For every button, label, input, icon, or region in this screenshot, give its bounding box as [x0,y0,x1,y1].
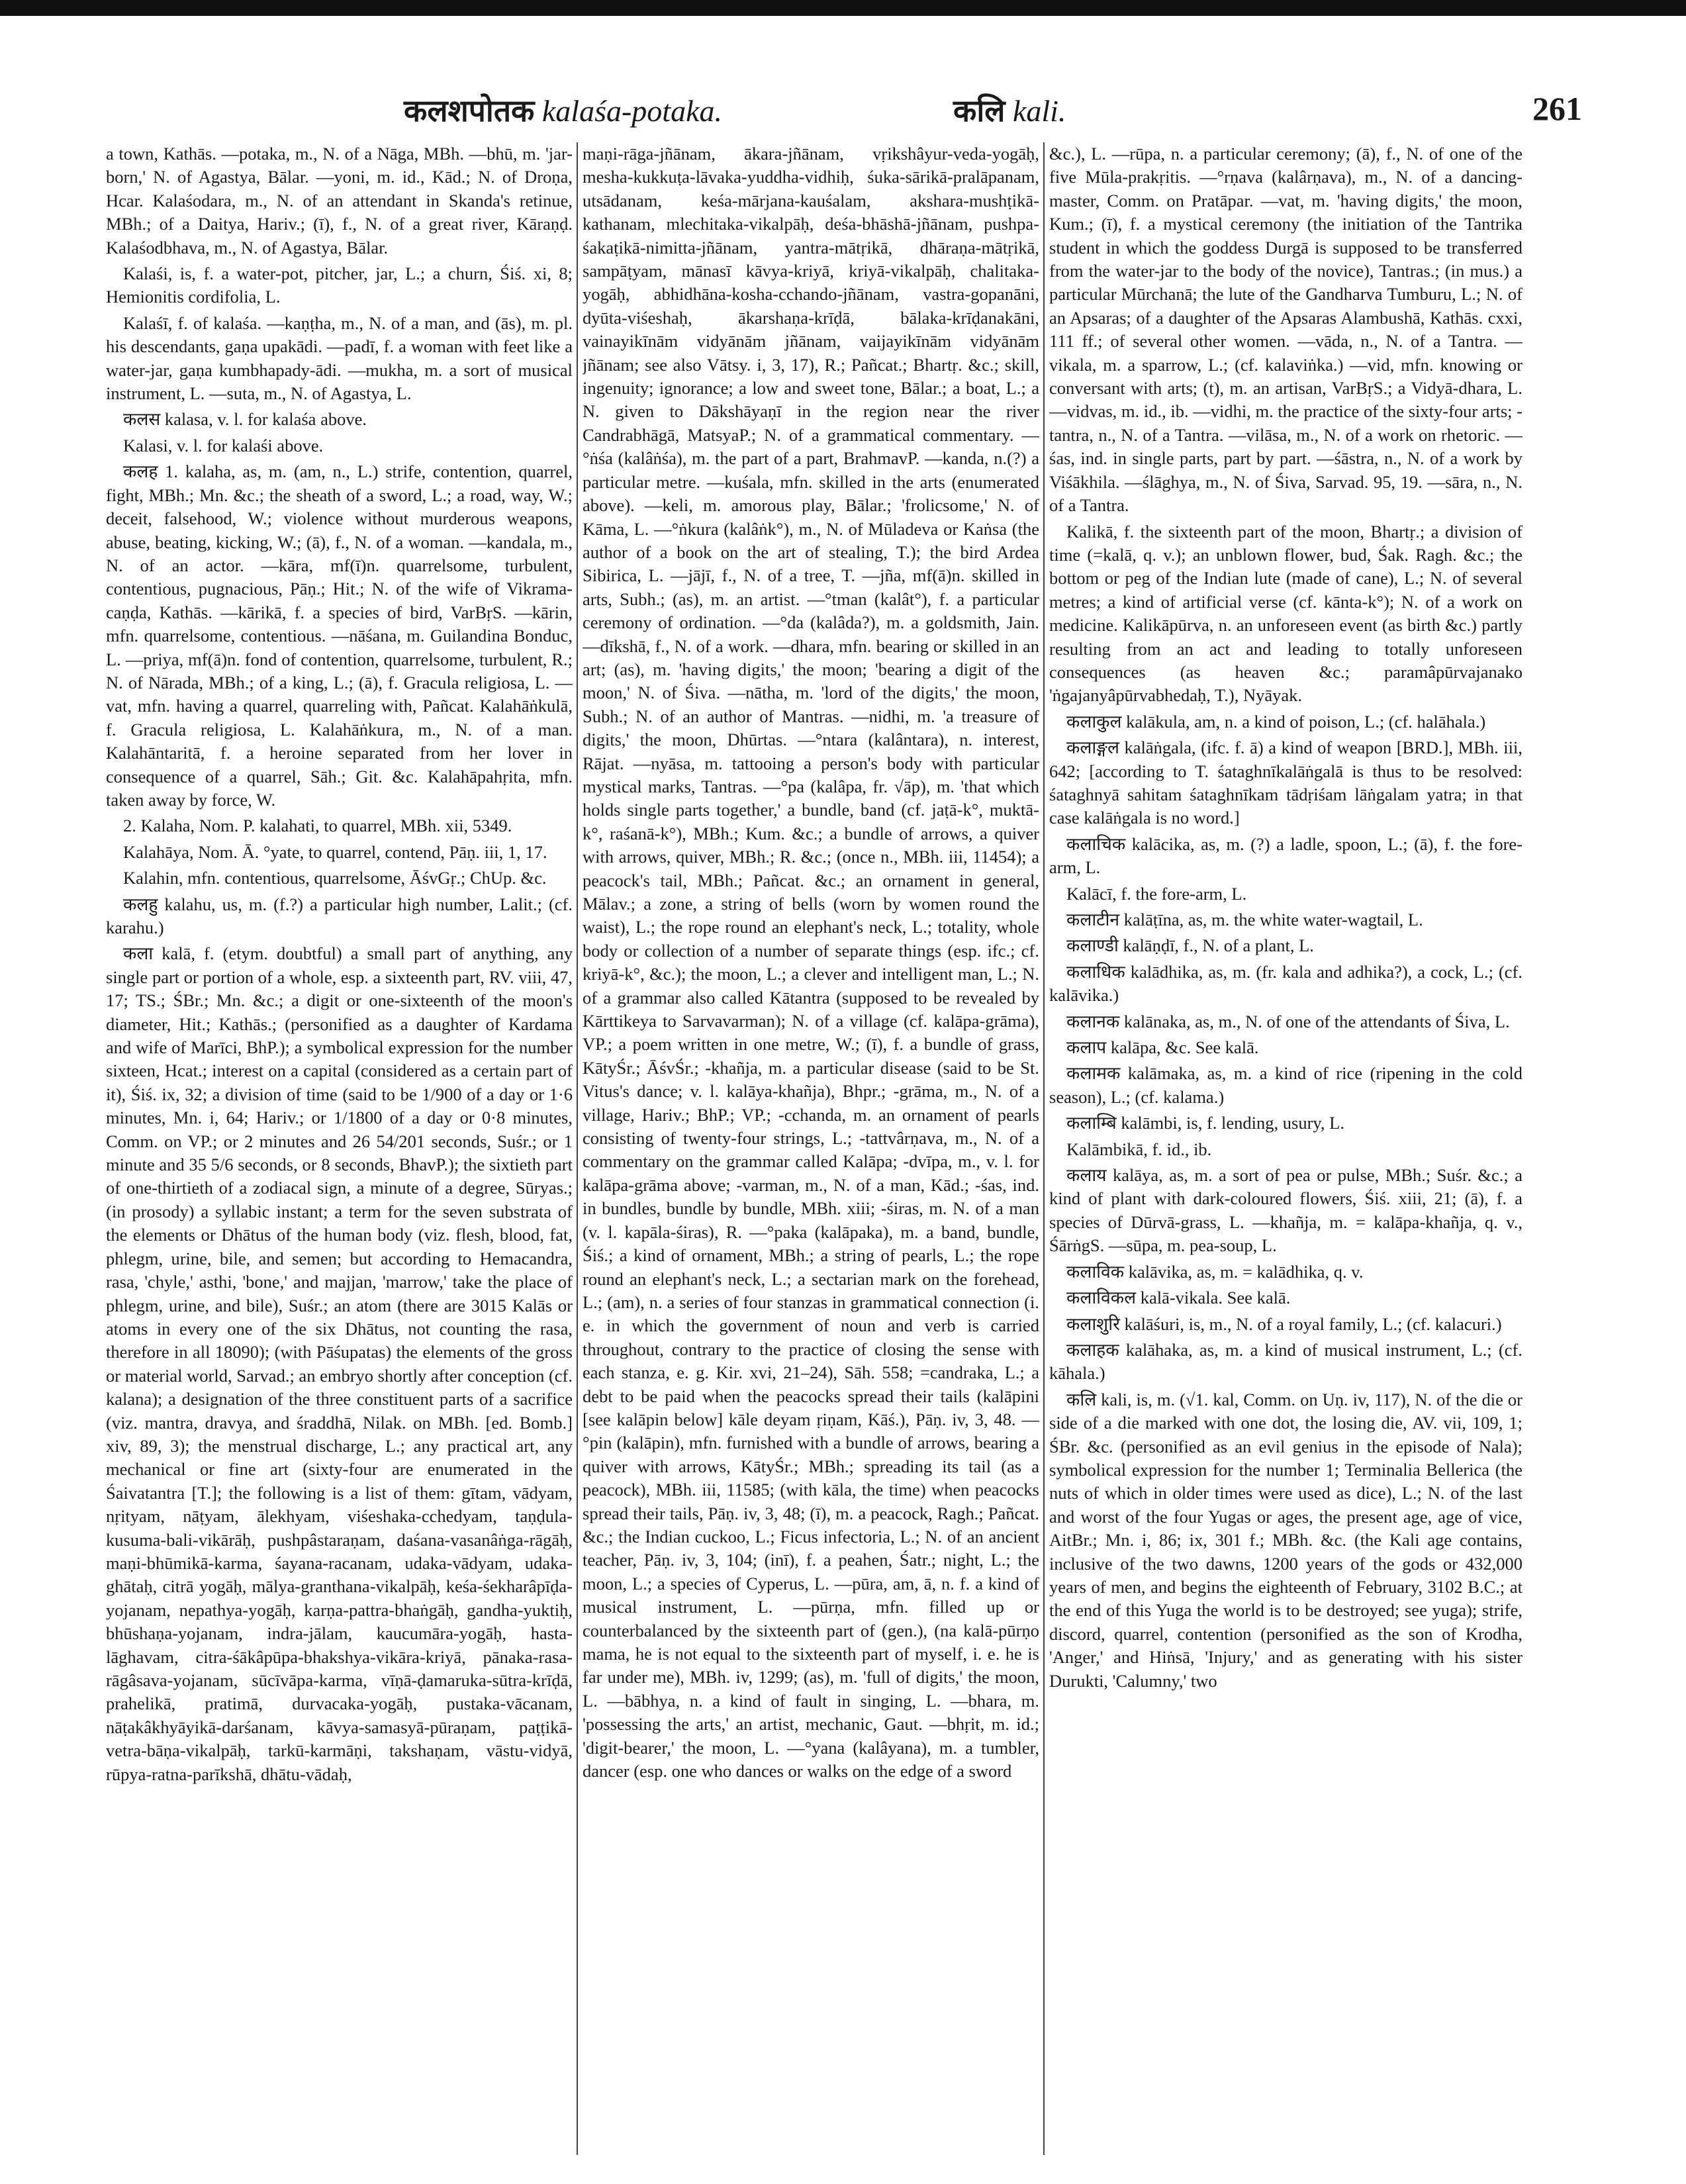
headword-entry: कलाण्डी kalāṇḍī, f., N. of a plant, L. [1066,935,1314,956]
headword-entry: कलाविक kalāvika, as, m. = kalādhika, q. v. [1066,1261,1364,1282]
entry-text: Kalaśi, is, f. a water-pot, pitcher, jar, L.; a churn, Śiś. xi, 8; Hemionitis cordifolia, L. [106,263,573,307]
column-divider [1043,142,1045,2155]
entry-text: Kalasi, v. l. for kalaśi above. [123,435,324,455]
headword-entry: कलानक kalānaka, as, m., N. of one of the attendants of Śiva, L. [1066,1011,1510,1031]
running-head-left-devanagari: कलशपोतक [404,93,535,128]
headword-entry: कलि kali, is, m. (√1. kal, Comm. on Uṇ. iv, 117), N. of the die or side of a die marked with one dot, the losing die, AV. vii, 109, 1; ŚBr. &c. (personified as an evil genius in the episode of Nala); symbolical expression for the number 1; Terminalia Bellerica (the nuts of which in older times were used as dice), L.; N. of the last and worst of the four Yugas or ages, the present age, age of vice, AitBr.; Mn. i, 86; ix, 301 f.; MBh. &c. (the Kali age contains, inclusive of the two dawns, 1200 years of the gods or 432,000 years of men, and begins the eighteenth of February, 3102 B.C.; at the end of this Yuga the world is to be destroyed; see yuga); strife, discord, quarrel, contention (personified as the son of Krodha, 'Anger,' and Hiṅsā, 'Injury,' and as generating with his sister Durukti, 'Calumny,' two [1049,1389,1522,1691]
entry-text: Kalāmbikā, f. id., ib. [1066,1139,1212,1159]
headword-entry: कलाटीन kalāṭīna, as, m. the white water-wagtail, L. [1066,910,1423,929]
headword-entry: कलहु kalahu, us, m. (f.?) a particular high number, Lalit.; (cf. karahu.) [106,894,573,937]
entry-text: maṇi-rāga-jñānam, ākara-jñānam, vṛikshâyur-veda-yogāḥ, mesha-kukkuṭa-lāvaka-yuddha-vidhiḥ, śuka-sārikā-pralāpanam, utsādanam, keśa-mārjana-kauśalam, akshara-mushṭikā-kathanam, mlechitaka-vikalpāḥ, deśa-bhāshā-jñānam, pushpa-śakaṭikā-nimitta-jñānam, yantra-mātṛikā, dhāraṇa-mātṛikā, sampāṭyam, mānasī kāvya-kriyā, kriyā-vikalpāḥ, chalitaka-yogāḥ, abhidhāna-kosha-cchando-jñānam, vastra-gopanāni, dyūta-viśeshaḥ, ākarshaṇa-krīḍā, bālaka-krīḍanakāni, vainayikīnām vidyānām jñānam, vaijayikīnām vidyānām jñānam; see also Vātsy. i, 3, 17), R.; Pañcat.; Bhartṛ. &c.; skill, ingenuity; ignorance; a low and sweet tone, Bālar.; a boat, L.; a N. given to Dākshāyaṇī in the region near the river Candrabhāgā, MatsyaP.; N. of a grammatical commentary. —°ṅśa (kalâṅśa), m. the part of a part, BrahmavP. —kanda, n.(?) a particular metre. —kuśala, mfn. skilled in the arts (enumerated above). —keli, m. amorous play, Bālar.; 'frolicsome,' N. of Kāma, L. —°ṅkura (kalâṅk°), m., N. of Mūladeva or Kaṅsa (the author of a book on the art of stealing, T.); the bird Ardea Sibirica, L. —jājī, f., N. of a tree, T. —jña, mf(ā)n. skilled in arts, Subh.; (as), m. an artist. —°tman (kalât°), f. a particular ceremony of ordination. —°da (kalâda?), m. a goldsmith, Jain. —dīkshā, f., N. of a work. —dhara, mfn. bearing or skilled in an art; (as), m. 'having digits,' the moon; 'bearing a digit of the moon,' N. of Śiva. —nātha, m. 'lord of the digits,' the moon, Subh.; N. of an author of Mantras. —nidhi, m. 'a treasure of digits,' the moon, Dhūrtas. —°ntara (kalântara), n. interest, Rājat. —nyāsa, m. tattooing a person's body with particular mystical marks, Tantras. —°pa (kalâpa, fr. √āp), m. 'that which holds single parts together,' a bundle, band (cf. jaṭā-k°, muktā-k°, raśanā-k°), MBh.; Kum. &c.; a bundle of arrows, a quiver with arrows, quiver, MBh.; R. &c.; (once n., MBh. iii, 11454); a peacock's tail, MBh.; Pañcat. &c.; an ornament in general, Mālav.; a zone, a string of bells (worn by women round the waist), L.; the rope round an elephant's neck, L.; totality, whole body or collection of a number of separate things (esp. ifc.; cf. kriyā-k°, &c.); the moon, L.; a clever and intelligent man, L.; N. of a grammar also called Kātantra (supposed to be revealed by Kārttikeya to Sarvavarman); N. of a village (cf. kalāpa-grāma), VP.; a poem written in one metre, W.; (ī), f. a bundle of grass, KātyŚr.; ĀśvŚr.; -khañja, m. a particular disease (said to be St. Vitus's dance; v. l. kalāya-khañja), Bhpr.; -grāma, m., N. of a village, Hariv.; BhP.; VP.; -cchanda, m. an ornament of pearls consisting of twenty-four strings, L.; -tattvârṇava, m., N. of a commentary on the grammar called Kalāpa; -dvīpa, m., v. l. for kalāpa-grāma above; -varman, m., N. of a man, Kād.; -śas, ind. in bundles, bundle by bundle, MBh. xiii; -śiras, m. N. of a man (v. l. kapāla-śiras), R. —°paka (kalāpaka), m. a band, bundle, Śiś.; a kind of ornament, MBh.; a string of pearls, L.; the rope round an elephant's neck, L.; a sectarian mark on the forehead, L.; (am), n. a series of four stanzas in grammatical connection (i. e. in which the government of noun and verb is carried throughout, contrary to the practice of closing the sense with each stanza, e. g. Kir. xvi, 21–24), Sāh. 558; =candraka, L.; a debt to be paid when the peacocks spread their tails (kalāpini [see kalāpin below] kāle deyam ṛiṇam, Kāś.), Pāṇ. iv, 3, 48. —°pin (kalāpin), mfn. furnished with a bundle of arrows, bearing a quiver with arrows, KātyŚr.; MBh.; spreading its tail (as a peacock), MBh. iii, 11585; (with kāla, the time) when peacocks spread their tails, Pāṇ. iv, 3, 48; (ī), m. a peacock, Ragh.; Pañcat. &c.; the Indian cuckoo, L.; Ficus infectoria, L.; N. of an ancient teacher, Pāṇ. iv, 3, 104; (inī), f. a peahen, Śatr.; night, L.; the moon, L.; a species of Cyperus, L. —pūra, am, ā, n. f. a kind of musical instrument, L. —pūrṇa, mfn. filled up or counterbalanced by the sixteenth part of (gen.), (na kalā-pūrṇo mama, he is not equal to the sixteenth part of myself, i. e. he is far under me), MBh. iv, 1299; (as), m. 'full of digits,' the moon, L. —bābhya, n. a kind of fault in singing, L. —bhara, m. 'possessing the arts,' an artist, mechanic, Gaut. —bhṛit, m. id.; 'digit-bearer,' the moon, L. —°yana (kalâyana), m. a tumbler, dancer (esp. one who dances or walks on the edge of a sword [583,144,1039,1781]
headword-entry: कलाम्बि kalāmbi, is, f. lending, usury, L. [1066,1113,1344,1133]
entry-text: 2. Kalaha, Nom. P. kalahati, to quarrel, MBh. xii, 5349. [123,816,512,836]
dictionary-column-3 [1049,142,1522,2161]
headword-entry: कलाकुल kalākula, am, n. a kind of poison, L.; (cf. halāhala.) [1066,711,1486,732]
entry-text: a town, Kathās. —potaka, m., N. of a Nāga, MBh. —bhū, m. 'jar-born,' N. of Agastya, Bālar. —yoni, m. id., Kād.; N. of Droṇa, Hcar. Kalaśodara, m., N. of an attendant in Skanda's retinue, MBh.; of a Daitya, Hariv.; (ī), f., N. of a great river, Kāraṇḍ. Kalaśodbhava, m., N. of Agastya, Bālar. [106,144,573,258]
headword-entry: कलस kalasa, v. l. for kalaśa above. [123,409,367,430]
headword-entry: कलाय kalāya, as, m. a sort of pea or pulse, MBh.; Suśr. &c.; a kind of plant with dark-coloured flowers, Śiś. xiii, 21; (ā), f. a species of Dūrvā-grass, L. —khañja, m. = kalāpa-khañja, q. v., ŚārṅgS. —sūpa, m. pea-soup, L. [1049,1165,1522,1256]
column-divider [577,142,578,2155]
headword-entry: कलामक kalāmaka, as, m. a kind of rice (ripening in the cold season), L.; (cf. kalama.) [1049,1063,1522,1107]
headword-entry: कलाहक kalāhaka, as, m. a kind of musical instrument, L.; (cf. kāhala.) [1049,1339,1522,1384]
running-head-left [404,89,722,130]
entry-text: Kalaśī, f. of kalaśa. —kaṇṭha, m., N. of a man, and (ās), m. pl. his descendants, gaṇa upakādi. —padī, f. a woman with feet like a water-jar, gaṇa kumbhapady-ādi. —mukha, m. a sort of musical instrument, L. —suta, m., N. of Agastya, L. [106,312,573,404]
headword-entry: कलाप kalāpa, &c. See kalā. [1066,1037,1259,1058]
entry-text: Kalācī, f. the fore-arm, L. [1066,883,1247,904]
dictionary-column-2 [583,142,1039,2161]
entry-text: &c.), L. —rūpa, n. a particular ceremony; (ā), f., N. of one of the five Mūla-prakṛitis. —°rṇava (kalârṇava), m., N. of a dancing-master, Comm. on Pratāpar. —vat, m. 'having digits,' the moon, Kum.; (ī), f. a mystical ceremony (the initiation of the Tantrika student in which the goddess Durgā is supposed to be transferred from the water-jar to the body of the novice), Tantras.; (in mus.) a particular Mūrchanā; the lute of the Gandharva Tumburu, L.; N. of an Apsaras; of a daughter of the Apsaras Alambushā, Kathās. cxxi, 111 ff.; of several other women. —vāda, n., N. of a Tantra. —vikala, m. a sparrow, L.; (cf. kalaviṅka.) —vid, mfn. knowing or conversant with arts; (t), m. an artisan, VarBṛS.; a Vidyā-dhara, L. —vidvas, m. id., ib. —vidhi, m. the practice of the sixty-four arts; -tantra, n., N. of a Tantra. —vilāsa, m., N. of a work on rhetoric. —śas, ind. in single parts, part by part. —śāstra, n., N. of a work by Viśākhila. —ślāghya, m., N. of Śiva, Sarvad. 95, 19. —sāra, n., N. of a Tantra. [1049,144,1522,516]
entry-text: Kalahāya, Nom. Ā. °yate, to quarrel, contend, Pāṇ. iii, 1, 17. [123,841,547,862]
entry-text: Kalikā, f. the sixteenth part of the moon, Bhartṛ.; a division of time (=kalā, q. v.); an unblown flower, bud, Śak. Ragh. &c.; the bottom or peg of the Indian lute (made of cane), L.; N. of several metres; a kind of artificial verse (cf. kānta-k°); N. of a work on medicine. Kalikāpūrva, n. an unforeseen event (as birth &c.) partly resulting from an act and leading to totally unforeseen consequences (as heaven &c.; paramâpūrvajanako 'ṅgajanyâpūrvabhedaḥ, T.), Nyāyak. [1049,521,1522,706]
headword-entry: कलाधिक kalādhika, as, m. (fr. kala and adhika?), a cock, L.; (cf. kalāvika.) [1049,961,1522,1006]
headword-entry: कलाचिक kalācika, as, m. (?) a ladle, spoon, L.; (ā), f. the fore-arm, L. [1049,833,1522,878]
running-head-center-devanagari: कलि [953,93,1006,128]
headword-entry: कला kalā, f. (etym. doubtful) a small part of anything, any single part or portion of a whole, esp. a sixteenth part, RV. viii, 47, 17; TS.; ŚBr.; Mn. &c.; a digit or one-sixteenth of the moon's diameter, Hit.; Kathās.; (personified as a daughter of Kardama and wife of Marīci, BhP.); a symbolical expression for the number sixteen, Hcat.; interest on a capital (considered as a certain part of it), Śiś. ix, 32; a division of time (said to be 1/900 of a day or 1·6 minutes, Mn. i, 64; Hariv.; or 1/1800 of a day or 0·8 minutes, Comm. on VP.; or 2 minutes and 26 54/201 seconds, Suśr.; or 1 minute and 35 5/6 seconds, or 8 seconds, BhavP.); the sixtieth part of one-thirtieth of a zodiacal sign, a minute of a degree, Sūryas.; (in prosody) a syllabic instant; a term for the seven substrata of the elements or Dhātus of the human body (viz. flesh, blood, fat, phlegm, urine, bile, and semen; but according to Hemacandra, rasa, 'chyle,' asthi, 'bone,' and majjan, 'marrow,' take the place of phlegm, urine, and bile), Suśr.; an atom (there are 3015 Kalās or atoms in every one of the six Dhātus, not counting the rasa, therefore in all 18090); (with Pāśupatas) the elements of the gross or material world, Sarvad.; an embryo shortly after conception (cf. kalana); a designation of the three constituent parts of a sacrifice (viz. mantra, dravya, and śraddhā, Nilak. on MBh. [ed. Bomb.] xiv, 89, 3); the menstrual discharge, L.; any practical art, any mechanical or fine art (sixty-four are enumerated in the Śaivatantra [T.]; the following is a list of them: gītam, vādyam, nṛityam, nāṭyam, ālekhyam, viśeshaka-cchedyam, taṇḍula-kusuma-bali-vikārāḥ, pushpâstaraṇam, daśana-vasanâṅga-rāgāḥ, maṇi-bhūmikā-karma, śayana-racanam, udaka-vādyam, udaka-ghātaḥ, citrā yogāḥ, mālya-granthana-vikalpāḥ, keśa-śekharâpīḍa-yojanam, nepathya-yogāḥ, karṇa-pattra-bhaṅgāḥ, gandha-yuktiḥ, bhūshaṇa-yojanam, indra-jālam, kaucumāra-yogāḥ, hasta-lāghavam, citra-śākâpūpa-bhakshya-vikāra-kriyā, pānaka-rasa-rāgâsava-yojanam, sūcīvāpa-karma, vīṇā-ḍamaruka-sūtra-krīḍā, prahelikā, pratimā, durvacaka-yogāḥ, pustaka-vācanam, nāṭakâkhyāyikā-darśanam, kāvya-samasyā-pūraṇam, paṭṭikā-vetra-bāṇa-vikalpāḥ, tarkū-karmāṇi, takshaṇam, vāstu-vidyā, rūpya-ratna-parīkshā, dhātu-vādaḥ, [106,943,573,1784]
page-number: 261 [1532,90,1582,127]
running-head-left-roman: kalaśa-potaka. [541,94,723,128]
page-header [99,89,1582,136]
headword-entry: कलाविकल kalā-vikala. See kalā. [1066,1288,1291,1308]
scan-top-edge [0,0,1686,16]
headword-entry: कलाङ्गल kalāṅgala, (ifc. f. ā) a kind of weapon [BRD.], MBh. iii, 642; [according to T. śataghnīkalāṅgalā is thus to be resolved: śataghnyā sahitam śataghnīkam tādṛiśam lāṅgalam yatra; in that case kalāṅgala is no word.] [1049,737,1522,828]
entry-text: Kalahin, mfn. contentious, quarrelsome, ĀśvGṛ.; ChUp. &c. [123,868,547,888]
headword-entry: कलाशुरि kalāśuri, is, m., N. of a royal family, L.; (cf. kalacuri.) [1066,1313,1502,1334]
running-head-center [953,89,1066,130]
running-head-center-roman: kali. [1012,94,1066,128]
headword-entry: कलह 1. kalaha, as, m. (am, n., L.) strife, contention, quarrel, fight, MBh.; Mn. &c.; the sheath of a sword, L.; a road, way, W.; deceit, falsehood, W.; violence without murderous weapons, abuse, beating, kicking, W.; (ā), f., N. of a woman. —kandala, m., N. of an actor. —kāra, mf(ī)n. quarrelsome, turbulent, contentious, pugnacious, Pāṇ.; Hit.; N. of the wife of Vikrama-caṇḍa, Kathās. —kārikā, f. a species of bird, VarBṛS. —kārin, mfn. quarrelsome, contentious. —nāśana, m. Guilandina Bonduc, L. —priya, mf(ā)n. fond of contention, quarrelsome, turbulent, R.; N. of Nārada, MBh.; of a king, L.; (ā), f. Gracula religiosa, L. —vat, mfn. having a quarrel, quarreling with, Pañcat. Kalahāṅkulā, f. Gracula religiosa, L. Kalahāṅkura, m., N. of a man. Kalahāntaritā, f. a heroine separated from her lover in consequence of a quarrel, Sāh.; Git. &c. Kalahāpahṛita, mfn. taken away by force, W. [106,461,573,810]
dictionary-column-1 [106,142,573,2161]
